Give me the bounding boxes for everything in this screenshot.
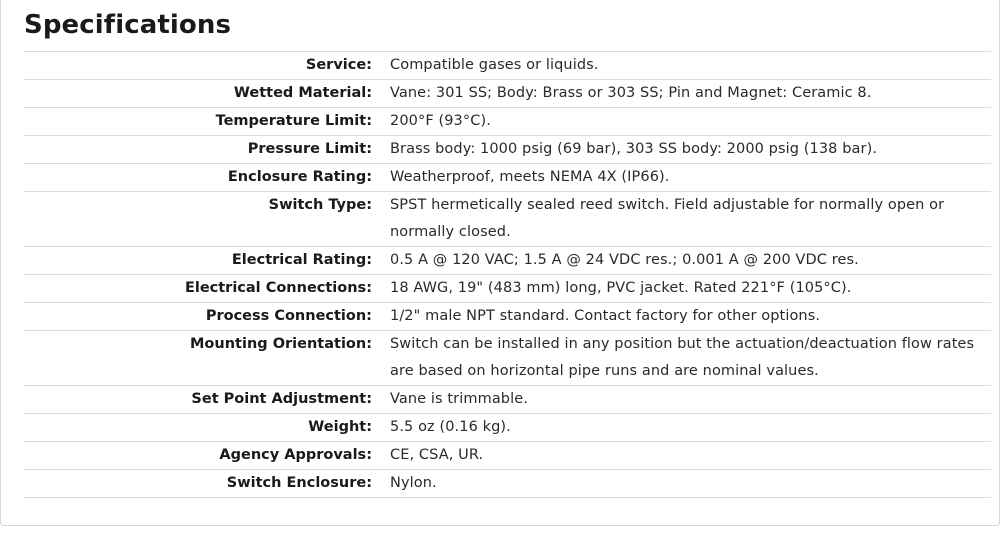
spec-row-switch-type	[24, 192, 991, 247]
spec-value: Compatible gases or liquids.	[372, 52, 991, 80]
spec-label: Service:	[24, 52, 372, 80]
spec-value: Vane: 301 SS; Body: Brass or 303 SS; Pin and Magnet: Ceramic 8.	[372, 80, 991, 108]
spec-label: Pressure Limit:	[24, 136, 372, 164]
spec-value: Nylon.	[372, 470, 991, 498]
spec-row-weight	[24, 414, 991, 442]
spec-value: SPST hermetically sealed reed switch. Field adjustable for normally open or normally closed.	[372, 192, 991, 247]
page-title: Specifications	[24, 10, 232, 40]
spec-row-wetted-material	[24, 80, 991, 108]
spec-label: Weight:	[24, 414, 372, 442]
spec-label: Electrical Connections:	[24, 275, 372, 303]
spec-value: Weatherproof, meets NEMA 4X (IP66).	[372, 164, 991, 192]
spec-label: Mounting Orientation:	[24, 331, 372, 386]
spec-value: Vane is trimmable.	[372, 386, 991, 414]
spec-value: CE, CSA, UR.	[372, 442, 991, 470]
spec-row-pressure-limit	[24, 136, 991, 164]
spec-row-enclosure-rating	[24, 164, 991, 192]
spec-row-agency-approvals	[24, 442, 991, 470]
spec-label: Process Connection:	[24, 303, 372, 331]
spec-label: Set Point Adjustment:	[24, 386, 372, 414]
spec-value: 1/2" male NPT standard. Contact factory for other options.	[372, 303, 991, 331]
spec-label: Wetted Material:	[24, 80, 372, 108]
spec-value: 18 AWG, 19" (483 mm) long, PVC jacket. Rated 221°F (105°C).	[372, 275, 991, 303]
spec-row-service	[24, 52, 991, 80]
spec-row-mounting-orientation	[24, 331, 991, 386]
spec-row-temperature-limit	[24, 108, 991, 136]
spec-label: Switch Enclosure:	[24, 470, 372, 498]
spec-value: 200°F (93°C).	[372, 108, 991, 136]
spec-row-process-connection	[24, 303, 991, 331]
spec-row-set-point-adjustment	[24, 386, 991, 414]
spec-row-electrical-rating	[24, 247, 991, 275]
spec-label: Enclosure Rating:	[24, 164, 372, 192]
spec-label: Temperature Limit:	[24, 108, 372, 136]
spec-label: Agency Approvals:	[24, 442, 372, 470]
spec-row-electrical-connections	[24, 275, 991, 303]
specifications-table	[24, 51, 991, 498]
spec-value: Switch can be installed in any position but the actuation/deactuation flow rates are based on horizontal pipe runs and are nominal values.	[372, 331, 991, 386]
spec-value: 5.5 oz (0.16 kg).	[372, 414, 991, 442]
spec-value: Brass body: 1000 psig (69 bar), 303 SS body: 2000 psig (138 bar).	[372, 136, 991, 164]
spec-value: 0.5 A @ 120 VAC; 1.5 A @ 24 VDC res.; 0.001 A @ 200 VDC res.	[372, 247, 991, 275]
spec-label: Electrical Rating:	[24, 247, 372, 275]
spec-label: Switch Type:	[24, 192, 372, 247]
spec-row-switch-enclosure	[24, 470, 991, 498]
